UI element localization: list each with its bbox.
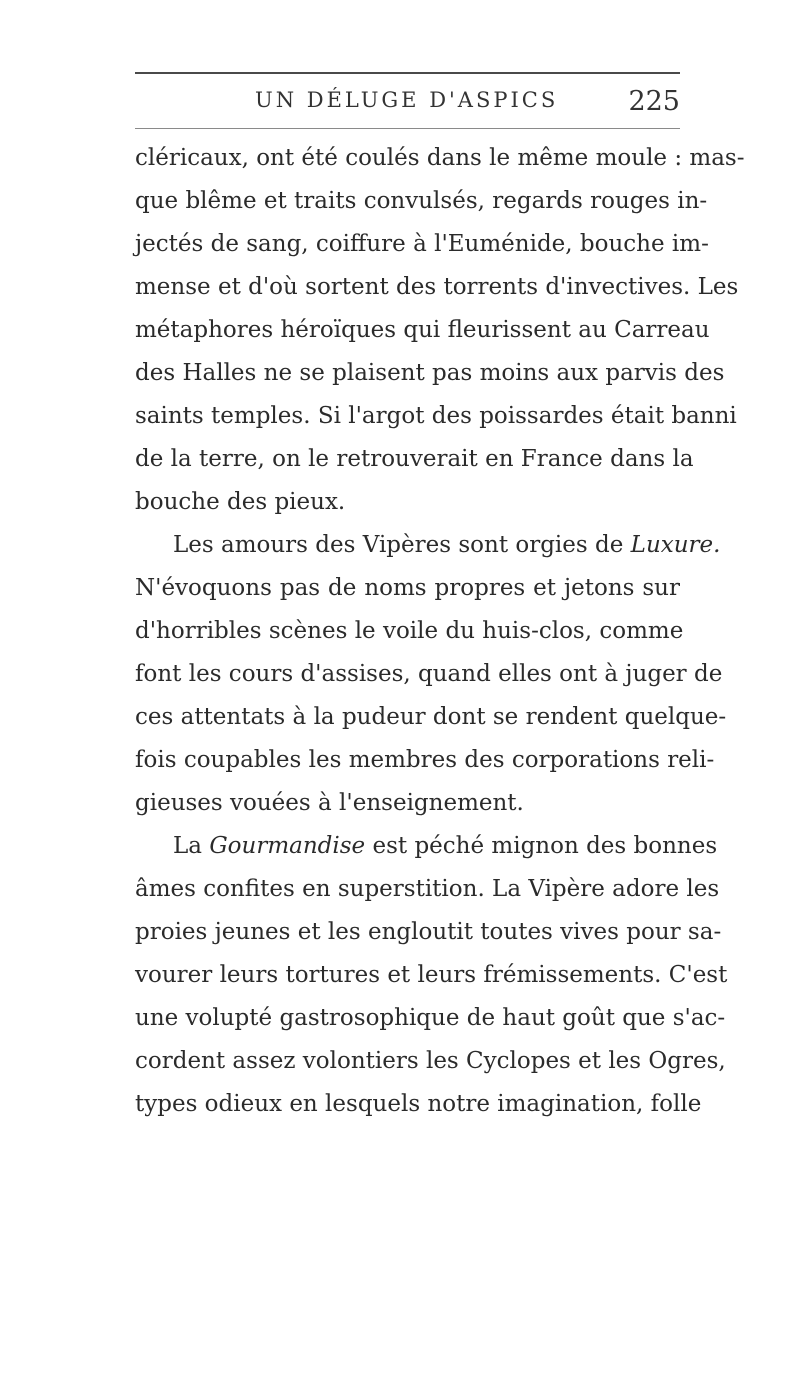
text-line: ces attentats à la pudeur dont se rendent quelque- [135, 704, 727, 730]
text-line: N'évoquons pas de noms propres et jetons sur [135, 575, 680, 601]
page-number: 225 [628, 86, 680, 117]
text-line: cordent assez volontiers les Cyclopes et les Ogres, [135, 1048, 726, 1074]
text-line: vourer leurs tortures et leurs frémissements. C'est [135, 962, 728, 988]
text-line: types odieux en lesquels notre imagination, folle [135, 1091, 702, 1117]
text-line: proies jeunes et les engloutit toutes vives pour sa- [135, 919, 722, 945]
text-span: est péché mignon des bonnes [372, 833, 718, 859]
text-line [135, 524, 721, 567]
text-line: âmes confites en superstition. La Vipère adore les [135, 876, 720, 902]
text-line: saints temples. Si l'argot des poissardes était banni [135, 403, 737, 429]
text-line: que blême et traits convulsés, regards rouges in- [135, 188, 708, 214]
text-line: de la terre, on le retrouverait en France dans la [135, 446, 694, 472]
text-line: une volupté gastrosophique de haut goût que s'ac- [135, 1005, 726, 1031]
running-head [135, 88, 680, 118]
text-line: gieuses vouées à l'enseignement. [135, 790, 524, 816]
text-line: métaphores héroïques qui fleurissent au Carreau [135, 317, 710, 343]
text-line: fois coupables les membres des corporations reli- [135, 747, 715, 773]
text-line: jectés de sang, coiffure à l'Euménide, bouche im- [135, 231, 709, 257]
running-title: UN DÉLUGE D'ASPICS [255, 88, 559, 112]
text-line: font les cours d'assises, quand elles ont à juger de [135, 661, 723, 687]
text-line: cléricaux, ont été coulés dans le même moule : mas- [135, 145, 745, 171]
body-text [135, 137, 745, 1126]
italic-term: Gourmandise [209, 833, 366, 859]
text-line: des Halles ne se plaisent pas moins aux parvis des [135, 360, 725, 386]
top-rule [135, 72, 680, 74]
text-span: Les amours des Vipères sont orgies de [173, 532, 624, 558]
italic-term: Luxure. [630, 532, 721, 558]
text-span: La [173, 833, 202, 859]
text-line: d'horribles scènes le voile du huis-clos, comme [135, 618, 684, 644]
text-line [135, 825, 718, 868]
text-line: bouche des pieux. [135, 489, 346, 515]
header-rule [135, 128, 680, 129]
text-line: mense et d'où sortent des torrents d'invectives. Les [135, 274, 739, 300]
